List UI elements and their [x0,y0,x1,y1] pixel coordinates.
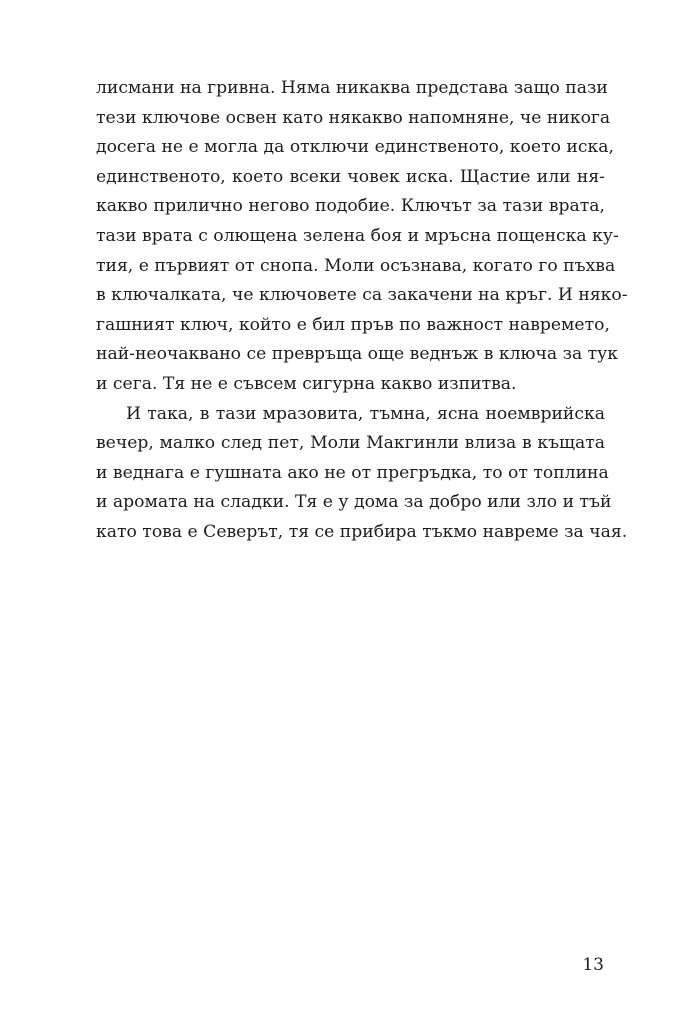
text-line: и аромата на сладки. Тя е у дома за добро или зло и тъй [96,492,612,513]
text-line: и веднага е гушната ако не от прегръдка, то от топлина [96,462,609,483]
page-number: 13 [582,955,604,975]
text-line: тази врата с олющена зелена боя и мръсна пощенска ку- [96,225,619,246]
text-line: какво прилично негово подобие. Ключът за тази врата, [96,196,605,217]
text-line: най-неочаквано се превръща още веднъж в ключа за тук [96,344,619,365]
body-text [96,74,628,548]
text-line: в ключалката, че ключовете са закачени на кръг. И няко- [96,285,628,306]
text-line: тези ключове освен като някакво напомняне, че никога [96,107,611,128]
text-line: като това е Северът, тя се прибира тъкмо навреме за чая. [96,521,628,542]
text-line: единственото, което всеки човек иска. Щастие или ня- [96,166,605,187]
paragraph-2 [96,400,628,548]
text-line: И така, в тази мразовита, тъмна, ясна ноемврийска [126,403,605,424]
text-line: досега не е могла да отключи единственото, което иска, [96,137,614,158]
paragraph-1 [96,74,628,400]
text-line: лисмани на гривна. Няма никаква представа защо пази [96,78,608,98]
text-line: гашният ключ, който е бил пръв по важност навремето, [96,314,610,335]
text-line: и сега. Тя не е съвсем сигурна какво изпитва. [96,373,517,394]
text-line: тия, е първият от снопа. Моли осъзнава, когато го пъхва [96,255,616,276]
text-line: вечер, малко след пет, Моли Макгинли влиза в къщата [96,433,605,454]
